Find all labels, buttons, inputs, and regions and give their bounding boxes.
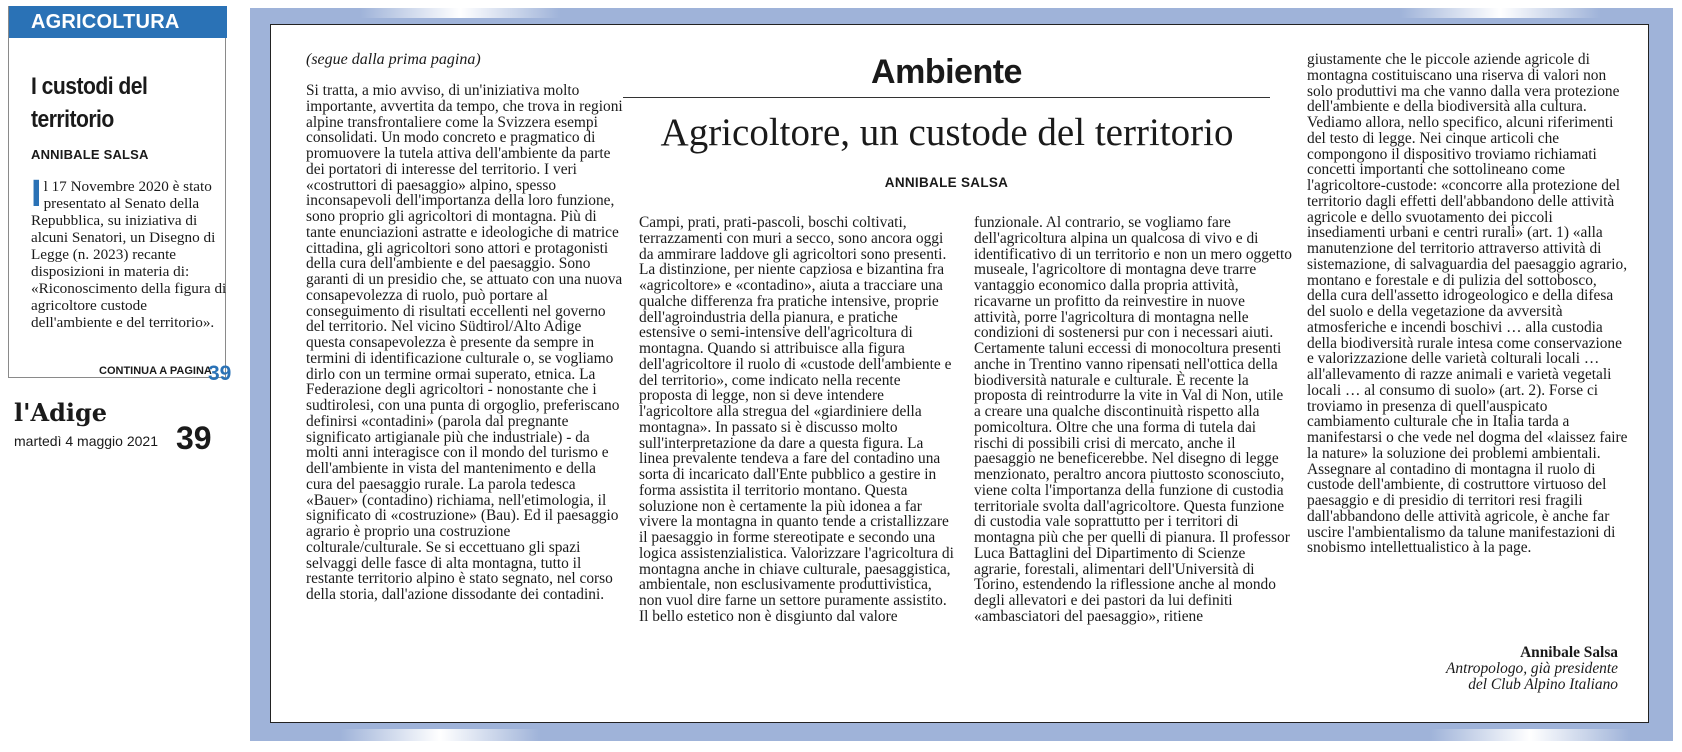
frame-highlight — [1430, 729, 1630, 741]
author-signoff — [1446, 645, 1618, 693]
article — [270, 24, 1649, 723]
headline: Agricoltore, un custode del territorio — [660, 111, 1234, 154]
teaser-title: I custodi del territorio — [31, 73, 148, 133]
issue-date: martedì 4 maggio 2021 — [14, 433, 158, 449]
article-column-4 — [1307, 52, 1629, 556]
article-column-2 — [639, 215, 957, 625]
teaser-lead-text: l 17 Novembre 2020 è stato presentato al Senato della Repubblica, su iniziativa di alcuni Senatori, un Disegno di Legge (n. 2023) recante disposizioni in materia di: «Riconoscimento della figura di agricoltore custode dell'ambiente e del territorio». — [31, 178, 227, 331]
newspaper-masthead: l'Adige — [14, 398, 108, 427]
continue-page-number: 39 — [208, 362, 232, 385]
column-text: Campi, prati, prati-pascoli, boschi coltivati, terrazzamenti con muri a secco, sono ancora oggi da ammirare laddove gli agricoltori sono presenti. La distinzione, per niente capziosa e bizantina fra «agricoltore» e «contadino», aiuta a tracciare una qualche differenza fra pratiche intensive, proprie dell'agroindustria della pianura, e pratiche estensive o semi-intensive dell'agricoltura di montagna. Quando si attribuisce alla figura dell'agricoltore il ruolo di «custode dell'ambiente e del territorio», come indicato nella recente proposta di legge, non si deve intendere l'agricoltore alla stregua del «giardiniere della montagna». In passato si è discusso molto sull'interpretazione da dare a questa figura. La linea prevalente tendeva a fare del contadino una sorta di incaricato dall'Ente pubblico a gestire in forma assistita il territorio montano. Questa soluzione non è certamente la più idonea a far vivere la montagna in quanto tende a cristallizzare il paesaggio in forme stereotipate e secondo una logica assistenzialistica. Valorizzare l'agricoltura di montagna anche in chiave culturale, paesaggistica, ambientale, non esclusivamente produttivistica, non vuol dire farne un settore puramente assistito. Il bello estetico non è disgiunto dal valore — [639, 214, 954, 625]
teaser-author: ANNIBALE SALSA — [31, 147, 149, 162]
section-label: AGRICOLTURA — [9, 6, 227, 38]
signoff-role-line-2: del Club Alpino Italiano — [1468, 676, 1618, 693]
article-column-1 — [306, 83, 624, 603]
frame-highlight — [1400, 8, 1600, 18]
column-text: giustamente che le piccole aziende agricole di montagna costituiscano una riserva di valori non solo produttivi ma che vanno dalla vera protezione dell'ambiente e della biodiversità alla cultura. Vediamo allora, nello specifico, alcuni riferimenti del testo di legge. Nei cinque articoli che compongono il dispositivo troviamo richiamati concetti importanti che sottolineano come l'agricoltore-custode: «concorre alla protezione del territorio dagli effetti dell'abbandono delle attività agricole e dello svuotamento dei piccoli insediamenti urbani e centri rurali» (art. 1) «alla manutenzione del territorio attraverso attività di sistemazione, di salvaguardia del paesaggio agrario, montano e forestale e di pulizia del sottobosco, della cura dell'assetto idrogeologico e della difesa del suolo e della vegetazione da avversità atmosferiche e incendi boschivi … alla custodia della biodiversità rurale intesa come conservazione e valorizzazione delle varietà colturali locali … all'allevamento di razze animali e varietà vegetali locali … al consumo di suolo» (art. 2). Forse ci troviamo in presenza di quell'auspicato cambiamento culturale che in Italia tarda a manifestarsi o che vede nel dogma del «laissez faire la nature» la soluzione dei problemi ambientali. Assegnare al contadino di montagna il ruolo di custode dell'ambiente, di costruttore virtuoso del paesaggio e di presidio di territori resi fragili dall'abbandono delle attività agricole, è anche far uscire l'ambientalismo da talune manifestazioni di snobismo intellettualistico à la page. — [1307, 51, 1628, 557]
signoff-role-line-1: Antropologo, già presidente — [1446, 660, 1618, 677]
article-column-3 — [974, 215, 1292, 625]
rubric-divider — [623, 97, 1270, 98]
section-rubric: Ambiente — [871, 53, 1022, 91]
byline: ANNIBALE SALSA — [884, 175, 1009, 190]
continue-label: CONTINUA A PAGINA — [99, 365, 212, 377]
front-page-teaser — [8, 6, 232, 385]
continued-from: (segue dalla prima pagina) — [306, 51, 481, 68]
column-text: Si tratta, a mio avviso, di un'iniziativa molto importante, avvertita da tempo, che trova in regioni alpine transfrontaliere come la Svizzera esempi consolidati. Un modo concreto e pragmatico di promuovere la tutela attiva dell'ambiente da parte dei portatori di interesse del territorio. I veri «costruttori di paesaggio» alpino, spesso inconsapevoli dell'importanza della loro funzione, sono proprio gli agricoltori di montagna. Più di tante enunciazioni astratte e ideologiche di matrice cittadina, gli agricoltori sono attori e protagonisti della cura dell'ambiente e del paesaggio. Sono garanti di un presidio che, se attuato con una nuova consapevolezza di ruolo, può portare al conseguimento di risultati eccellenti nel governo del territorio. Nel vicino Südtirol/Alto Adige questa consapevolezza è presente da sempre in termini di identificazione culturale o, se vogliamo dirlo con un termine ormai superato, etnica. La Federazione degli agricoltori - nonostante che i sudtirolesi, con una punta di orgoglio, preferiscano definirsi «contadini» (parola dal pregnante significato artigianale più che industriale) - da molti anni interagisce con il mondo del turismo e dell'ambiente in vista del mantenimento e della cura del paesaggio rurale. La parola tedesca «Bauer» (contadino) richiama, nell'etimologia, il significato di «costruzione» (Bau). Ed il paesaggio agrario è proprio una costruzione colturale/culturale. Se si eccettuano gli spazi selvaggi delle fasce di alta montagna, tutto il restante territorio alpino è stato segnato, nel corso della storia, dall'azione dissodante dei contadini. — [306, 82, 623, 603]
frame-highlight — [340, 729, 540, 741]
teaser-lead — [31, 173, 231, 331]
drop-cap: I — [31, 173, 42, 215]
frame-highlight — [360, 8, 560, 18]
page-number: 39 — [176, 420, 212, 456]
column-text: funzionale. Al contrario, se vogliamo fare dell'agricoltura alpina un qualcosa di vivo e di identificativo di un territorio e non un mero oggetto museale, l'agricoltore di montagna deve trarre vantaggio economico dalla propria attività, ricavarne un profitto da reinvestire in nuove attività, porre l'agricoltura di montagna nelle condizioni di sostenersi pur con i necessari aiuti. Certamente taluni eccessi di monocoltura presenti anche in Trentino vanno ripensati nell'ottica della biodiversità naturale e culturale. È recente la proposta di reintrodurre la vite in Val di Non, utile a creare una qualche discontinuità rispetto alla pomicoltura. Oltre che una forma di tutela dai rischi di possibili crisi di mercato, anche il paesaggio ne beneficerebbe. Nel disegno di legge menzionato, peraltro ancora piuttosto sconosciuto, viene colta l'importanza della funzione di custodia territoriale svolta dall'agricoltore. Questa funzione di custodia vale soprattutto per i territori di montagna più che per quelli di pianura. Il professor Luca Battaglini del Dipartimento di Scienze agrarie, forestali, alimentari dell'Università di Torino, estendendo la riflessione anche al mondo degli allevatori e dei pastori da lui definiti «ambasciatori del paesaggio», ritiene — [974, 214, 1292, 625]
signoff-name: Annibale Salsa — [1520, 644, 1618, 661]
